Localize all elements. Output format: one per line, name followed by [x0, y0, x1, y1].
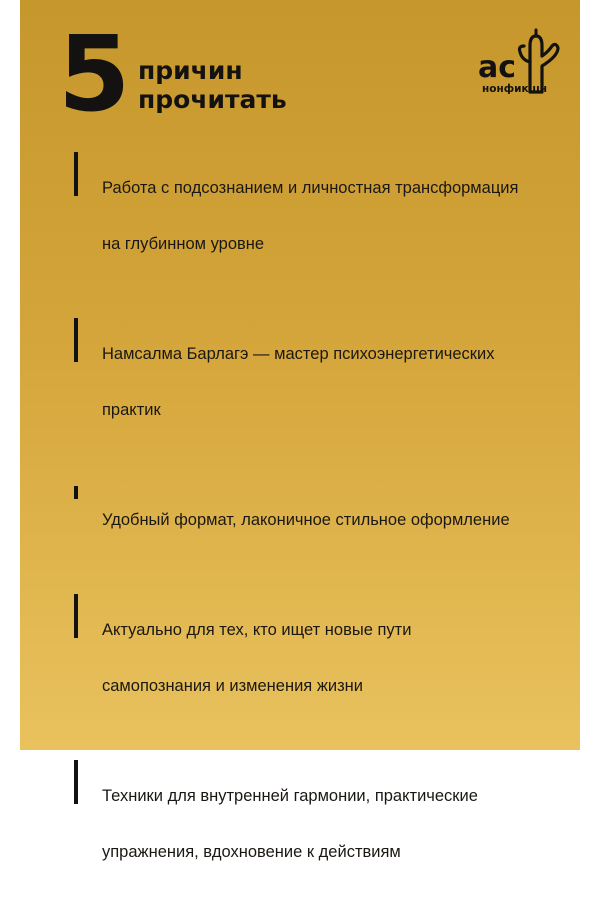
reason-marker — [74, 318, 78, 362]
headline — [138, 56, 287, 114]
reason-3-line-1: Удобный формат, лаконичное стильное оформление — [102, 511, 510, 529]
reason-marker — [74, 594, 78, 638]
logo-letters: ас — [478, 50, 517, 85]
reason-4-line-1: Актуально для тех, кто ищет новые пути — [102, 621, 412, 639]
reason-4-line-2: самопознания и изменения жизни — [102, 677, 363, 695]
logo-caption: нонфикшн — [482, 83, 548, 95]
reason-marker — [74, 152, 78, 196]
reason-item-3 — [70, 478, 556, 562]
reason-5-line-2: упражнения, вдохновение к действиям — [102, 843, 401, 861]
reason-1-line-2: на глубинном уровне — [102, 235, 265, 253]
reason-item-5 — [70, 754, 556, 894]
reason-2-line-2: практик — [102, 401, 161, 419]
reason-marker — [74, 760, 78, 804]
reason-count: 5 — [58, 13, 131, 135]
reason-2-line-1: Намсалма Барлагэ — мастер психоэнергетических — [102, 345, 495, 363]
reason-5-line-1: Техники для внутренней гармонии, практические — [102, 787, 478, 805]
reason-item-1 — [70, 146, 556, 286]
reasons-list — [70, 146, 556, 920]
reason-marker — [74, 486, 78, 499]
publisher-logo — [478, 22, 562, 102]
promo-card — [20, 0, 580, 861]
reason-item-4 — [70, 588, 556, 728]
reason-item-2 — [70, 312, 556, 452]
cactus-icon — [478, 22, 562, 102]
headline-line-1: причин — [138, 56, 243, 85]
reason-1-line-1: Работа с подсознанием и личностная трансформация — [102, 179, 519, 197]
headline-line-2: прочитать — [138, 85, 287, 114]
